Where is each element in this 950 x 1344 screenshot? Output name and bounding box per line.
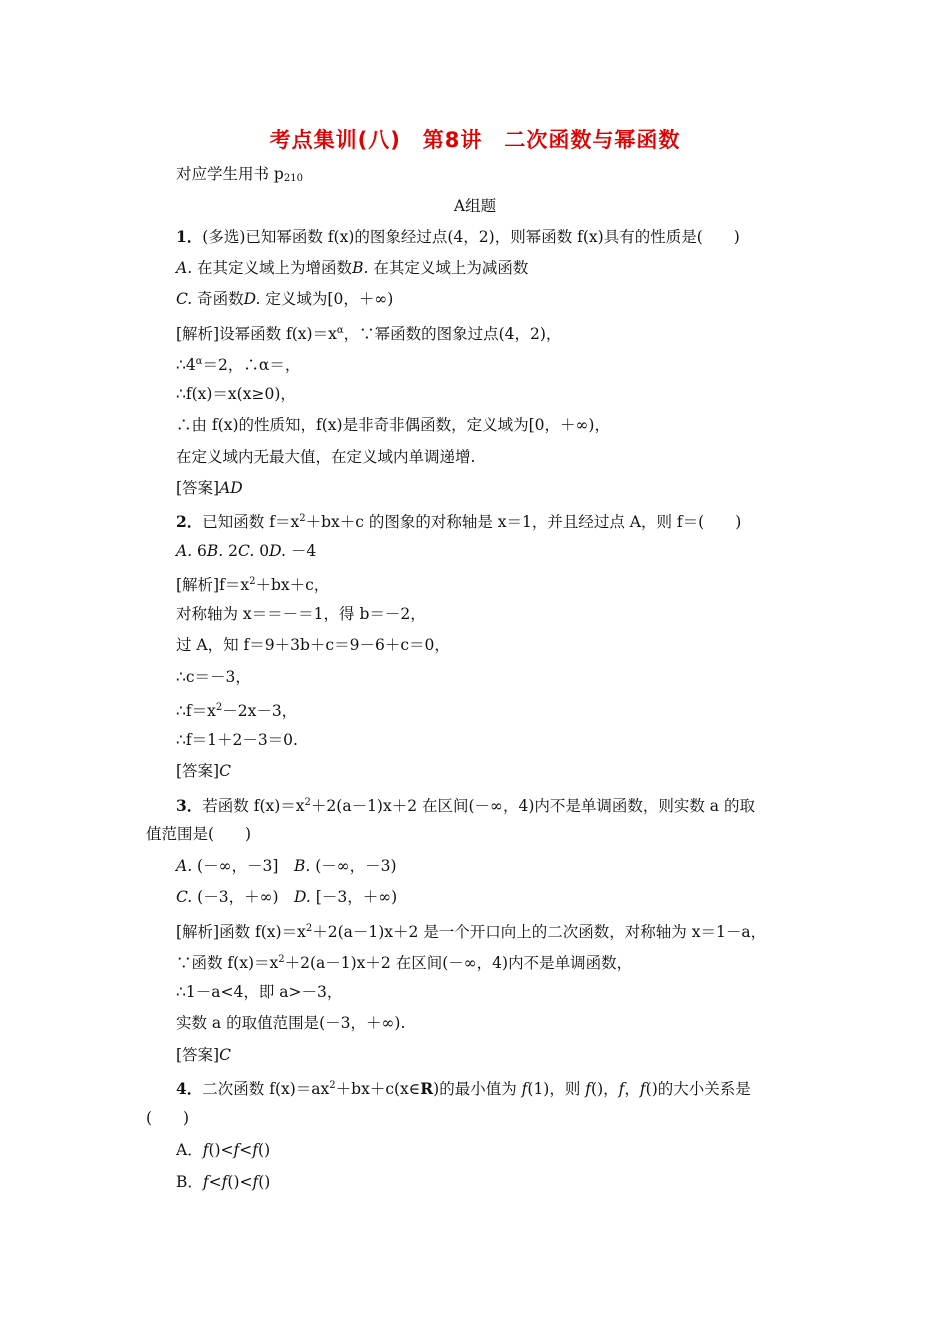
question-1-options-cd: C. 奇函数D. 定义域为[0，＋∞) <box>176 290 394 308</box>
question-3-solution-line-2: ∵函数 $f(x)=x^2+2(a-1)x+2$ 在区间(－∞，4)内不是单调函数， <box>176 954 633 973</box>
question-3-solution-line-4: 实数 a 的取值范围是(－3，＋∞). <box>176 1014 406 1032</box>
question-3-stem-line-2: 值范围是( ) <box>146 825 252 843</box>
question-2-solution-line-3: 过 A，知 f＝9＋3b＋c＝9－6＋c＝0， <box>176 636 450 654</box>
question-3-solution-line-3: ∴1－a<4，即 a>－3， <box>176 983 343 1001</box>
question-4-option-a: A．f()<f<f() <box>176 1141 271 1159</box>
question-1-options-ab: A. 在其定义域上为增函数B. 在其定义域上为减函数 <box>176 259 529 277</box>
question-3-answer: [答案]C <box>176 1046 231 1064</box>
question-2-solution-line-1: [解析]$f=x^2+bx+c$， <box>176 576 330 595</box>
question-2-solution-line-6: ∴f＝1＋2－3＝0. <box>176 731 298 749</box>
question-3-options-ab: A. (－∞，－3] B. (－∞，－3) <box>176 857 397 875</box>
question-4-stem-line-2: ( ) <box>146 1109 190 1127</box>
question-4-stem-line-1: 4．二次函数 $f(x)=ax^2+bx+c(x\in R)$的最小值为 f(1)，则 f()，f，f()的大小关系是 <box>176 1079 751 1099</box>
reference-page: 210 <box>283 173 303 184</box>
question-1-solution-line-3: ∴f(x)＝x(x≥0)， <box>176 385 296 403</box>
question-3-stem-line-1: 3．若函数 $f(x)=x^2+2(a-1)x+2$ 在区间(－∞，4)内不是单调函数，则实数 a 的取 <box>176 796 755 816</box>
question-1-solution-line-2: $\therefore 4^\alpha=2$，∴α＝， <box>176 356 301 375</box>
question-3-options-cd: C. (－3，＋∞) D. [－3，＋∞) <box>176 888 398 906</box>
question-2-solution-line-2: 对称轴为 x＝＝－＝1，得 b＝－2， <box>176 605 426 623</box>
page-title: 考点集训(八) 第8讲 二次函数与幂函数 <box>269 128 681 152</box>
question-1-solution-line-5: 在定义域内无最大值，在定义域内单调递增. <box>176 448 476 466</box>
question-3-solution-line-1: [解析]函数 $f(x)=x^2+2(a-1)x+2$ 是一个开口向上的二次函数，对称轴为 x＝1－a， <box>176 923 767 942</box>
question-1-stem: 1．(多选)已知幂函数 f(x)的图象经过点(4，2)，则幂函数 f(x)具有的性质是( ) <box>176 227 740 246</box>
group-heading: A组题 <box>453 197 497 215</box>
reference-text: 对应学生用书 p <box>176 165 284 183</box>
question-2-answer: [答案]C <box>176 762 231 780</box>
question-2-stem: 2．已知函数 $f=x^2+bx+c$ 的图象的对称轴是 x＝1，并且经过点 A，则 f＝( ) <box>176 512 742 532</box>
question-2-options: A. 6B. 2C. 0D. －4 <box>176 542 317 560</box>
question-1-answer: [答案]AD <box>176 479 243 497</box>
question-2-solution-line-4: ∴c＝－3， <box>176 668 251 686</box>
reference-line <box>176 163 303 190</box>
question-2-solution-line-5: $\therefore f=x^2-2x-3$， <box>176 702 298 721</box>
question-4-option-b: B．f<f()<f() <box>176 1173 271 1191</box>
question-1-solution-line-4: ∴由 f(x)的性质知，f(x)是非奇非偶函数，定义域为[0，＋∞)， <box>176 416 610 434</box>
question-1-solution-line-1: [解析]设幂函数 $f(x)=x^\alpha$，∵幂函数的图象过点(4，2)， <box>176 325 562 344</box>
